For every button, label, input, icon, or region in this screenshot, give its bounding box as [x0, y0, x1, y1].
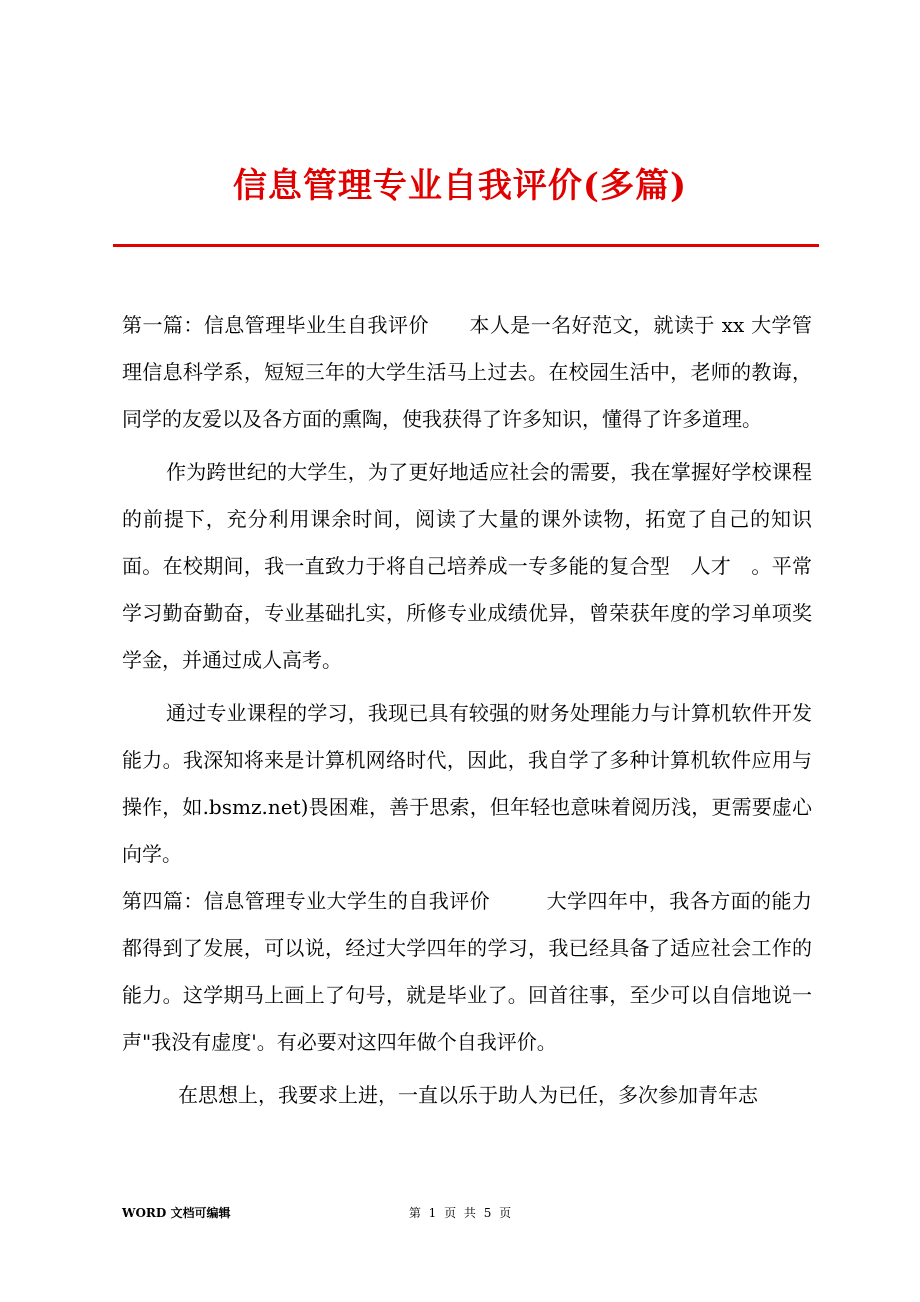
footer-editable-note: WORD 文档可编辑 — [122, 1206, 231, 1220]
paragraph-4-text: 大学四年中，我各方面的能力都得到了发展，可以说，经过大学四年的学习，我已经具备了适应社会工作的能力。这学期马上画上了句号，就是毕业了。回首往事，至少可以自信地说一声"我没有虚度'。有必要对这四年做个自我评价。 — [122, 889, 813, 1054]
document-title: 信息管理专业自我评价(多篇) — [232, 166, 688, 206]
paragraph-1-text: 本人是一名好范文，就读于 xx 大学管理信息科学系，短短三年的大学生活马上过去。在校园生活中，老师的教诲，同学的友爱以及各方面的熏陶，使我获得了许多知识，懂得了许多道理。 — [122, 313, 812, 431]
paragraph-3: 通过专业课程的学习，我现已具有较强的财务处理能力与计算机软件开发能力。我深知将来是计算机网络时代，因此，我自学了多种计算机软件应用与操作，如.bsmz.net)畏困难，善于思索，但年轻也意味着阅历浅，更需要虚心向学。 — [122, 701, 812, 866]
title-divider — [113, 244, 819, 247]
paragraph-2: 作为跨世纪的大学生，为了更好地适应社会的需要，我在掌握好学校课程的前提下，充分利用课余时间，阅读了大量的课外读物，拓宽了自己的知识面。在校期间，我一直致力于将自己培养成一专多能的复合型 人才 。平常学习勤奋勤奋，专业基础扎实，所修专业成绩优异，曾荣获年度的学习单项奖学金，并通过成人高考。 — [122, 460, 812, 672]
document-body — [122, 302, 812, 1119]
section-heading-4: 第四篇：信息管理专业大学生的自我评价 — [122, 889, 491, 913]
paragraph-4 — [122, 878, 812, 1066]
paragraph-1 — [122, 302, 812, 443]
footer-page-number: 第 1 页 共 5 页 — [408, 1206, 512, 1220]
paragraph-5: 在思想上，我要求上进，一直以乐于助人为已任，多次参加青年志 — [178, 1083, 758, 1107]
page-footer — [0, 1204, 920, 1228]
section-heading-1: 第一篇：信息管理毕业生自我评价 — [122, 313, 429, 337]
